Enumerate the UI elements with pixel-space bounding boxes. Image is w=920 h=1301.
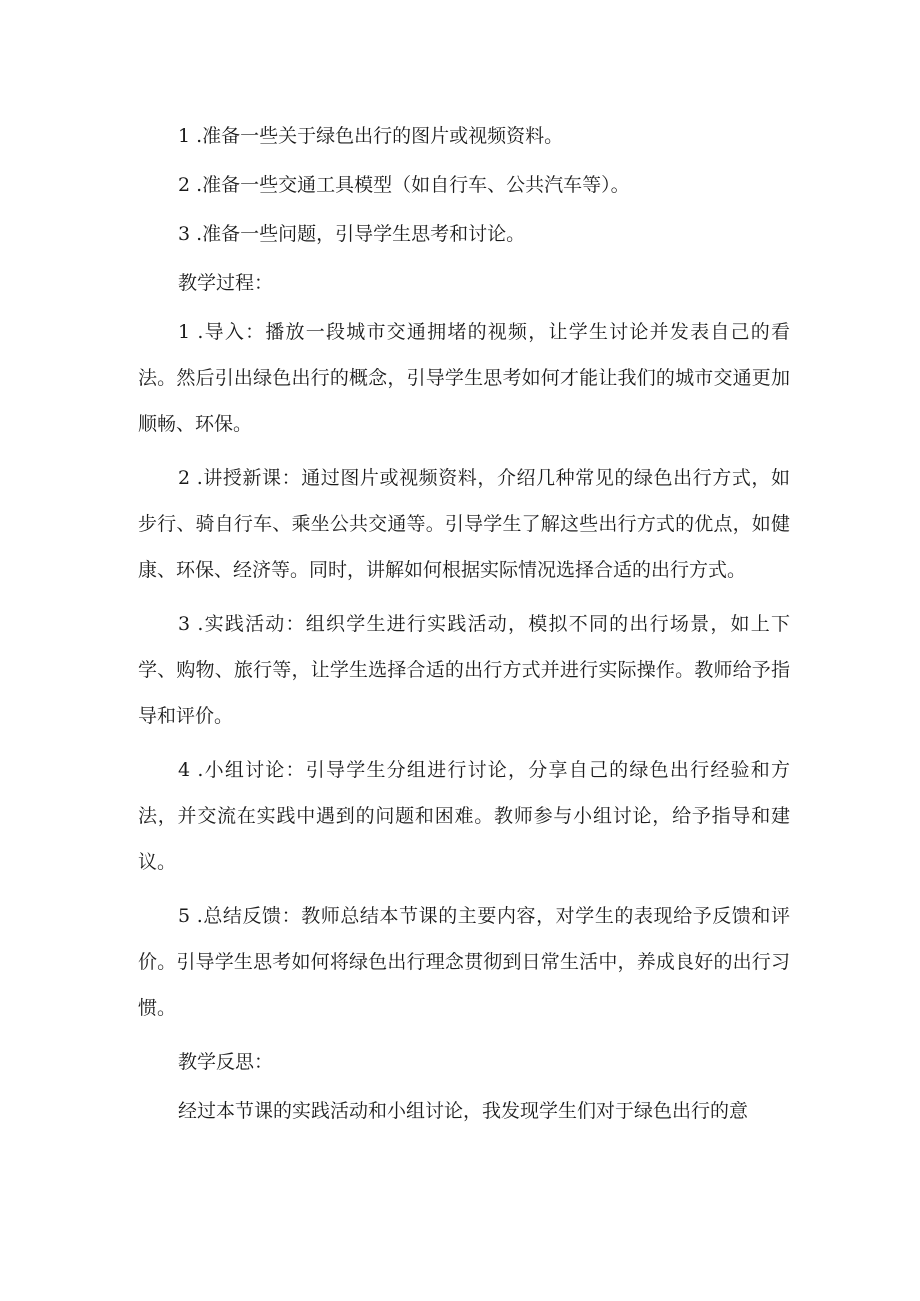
reflection-text: 经过本节课的实践活动和小组讨论，我发现学生们对于绿色出行的意 <box>178 1100 749 1122</box>
document-body <box>138 113 790 1142</box>
process-step-5: 5 .总结反馈：教师总结本节课的主要内容，对学生的表现给予反馈和评价。引导学生思考如何将绿色出行理念贯彻到日常生活中，养成良好的出行习惯。 <box>138 905 790 1019</box>
process-step-1: 1 .导入：播放一段城市交通拥堵的视频，让学生讨论并发表自己的看法。然后引出绿色出行的概念，引导学生思考如何才能让我们的城市交通更加顺畅、环保。 <box>138 321 790 435</box>
process-step-4: 4 .小组讨论：引导学生分组进行讨论，分享自己的绿色出行经验和方法，并交流在实践中遇到的问题和困难。教师参与小组讨论，给予指导和建议。 <box>138 759 790 873</box>
process-heading: 教学过程： <box>178 272 274 294</box>
prep-item-3: 3 .准备一些问题，引导学生思考和讨论。 <box>178 223 526 245</box>
reflection-heading: 教学反思： <box>178 1051 274 1073</box>
process-step-2: 2 .讲授新课：通过图片或视频资料，介绍几种常见的绿色出行方式，如步行、骑自行车、乘坐公共交通等。引导学生了解这些出行方式的优点，如健康、环保、经济等。同时，讲解如何根据实际情况选择合适的出行方式。 <box>138 467 790 581</box>
process-step-3: 3 .实践活动：组织学生进行实践活动，模拟不同的出行场景，如上下学、购物、旅行等，让学生选择合适的出行方式并进行实际操作。教师给予指导和评价。 <box>138 613 790 727</box>
prep-item-2: 2 .准备一些交通工具模型（如自行车、公共汽车等）。 <box>178 174 630 196</box>
prep-item-1: 1 .准备一些关于绿色出行的图片或视频资料。 <box>178 125 564 147</box>
